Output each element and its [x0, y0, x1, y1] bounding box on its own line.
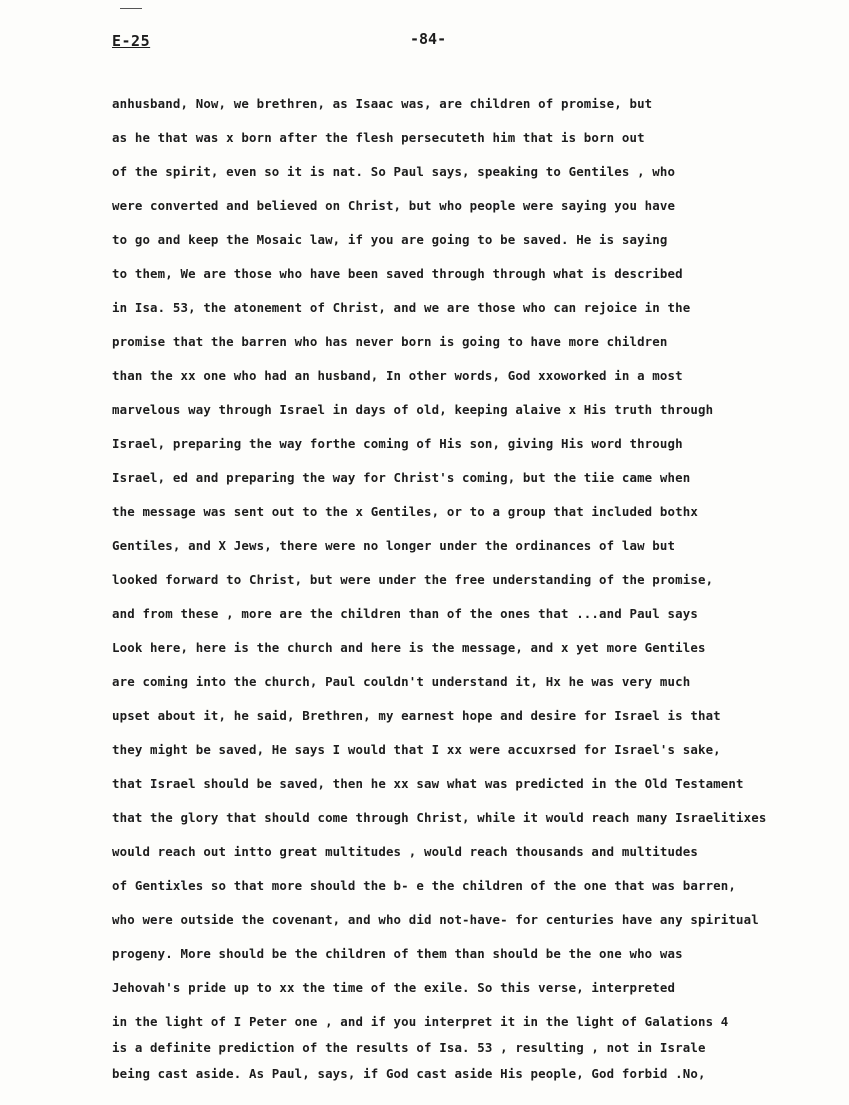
text-line: are coming into the church, Paul couldn't understand it, Hx he was very much	[112, 674, 691, 689]
text-line: than the xx one who had an husband, In other words, God xxoworked in a most	[112, 368, 683, 383]
text-line: marvelous way through Israel in days of old, keeping alaive x His truth through	[112, 402, 714, 417]
text-line: and from these , more are the children than of the ones that ...and Paul says	[112, 606, 698, 621]
text-line: Israel, preparing the way forthe coming of His son, giving His word through	[112, 436, 683, 451]
top-margin-mark	[120, 8, 142, 9]
text-line: Look here, here is the church and here is the message, and x yet more Gentiles	[112, 640, 706, 655]
text-line: is a definite prediction of the results of Isa. 53 , resulting , not in Israle	[112, 1040, 706, 1055]
text-line: that Israel should be saved, then he xx saw what was predicted in the Old Testament	[112, 776, 744, 791]
text-line: of Gentixles so that more should the b- e the children of the one that was barren,	[112, 878, 737, 893]
page-number: -84-	[410, 30, 447, 48]
text-line: to them, We are those who have been saved through through what is described	[112, 266, 683, 281]
text-line: Jehovah's pride up to xx the time of the exile. So this verse, interpreted	[112, 980, 676, 995]
text-line: looked forward to Christ, but were under the free understanding of the promise,	[112, 572, 714, 587]
text-line: were converted and believed on Christ, but who people were saying you have	[112, 198, 676, 213]
text-line: in the light of I Peter one , and if you interpret it in the light of Galations 4	[112, 1014, 729, 1029]
text-line: would reach out intto great multitudes , would reach thousands and multitudes	[112, 844, 698, 859]
text-line: being cast aside. As Paul, says, if God cast aside His people, God forbid .No,	[112, 1066, 706, 1081]
text-line: in Isa. 53, the atonement of Christ, and we are those who can rejoice in the	[112, 300, 691, 315]
text-line: upset about it, he said, Brethren, my earnest hope and desire for Israel is that	[112, 708, 721, 723]
text-line: anhusband, Now, we brethren, as Isaac was, are children of promise, but	[112, 96, 653, 111]
text-line: to go and keep the Mosaic law, if you are going to be saved. He is saying	[112, 232, 668, 247]
text-line: promise that the barren who has never born is going to have more children	[112, 334, 668, 349]
text-line: Gentiles, and X Jews, there were no longer under the ordinances of law but	[112, 538, 676, 553]
text-line: of the spirit, even so it is nat. So Paul says, speaking to Gentiles , who	[112, 164, 676, 179]
text-line: who were outside the covenant, and who did not-have- for centuries have any spiritual	[112, 912, 759, 927]
text-line: progeny. More should be the children of them than should be the one who was	[112, 946, 683, 961]
text-line: Israel, ed and preparing the way for Christ's coming, but the tiie came when	[112, 470, 691, 485]
page-reference: E-25	[112, 32, 151, 50]
text-line: as he that was x born after the flesh persecuteth him that is born out	[112, 130, 645, 145]
text-line: that the glory that should come through Christ, while it would reach many Israelitixes	[112, 810, 767, 825]
text-line: they might be saved, He says I would that I xx were accuxrsed for Israel's sake,	[112, 742, 721, 757]
text-line: the message was sent out to the x Gentiles, or to a group that included bothx	[112, 504, 698, 519]
